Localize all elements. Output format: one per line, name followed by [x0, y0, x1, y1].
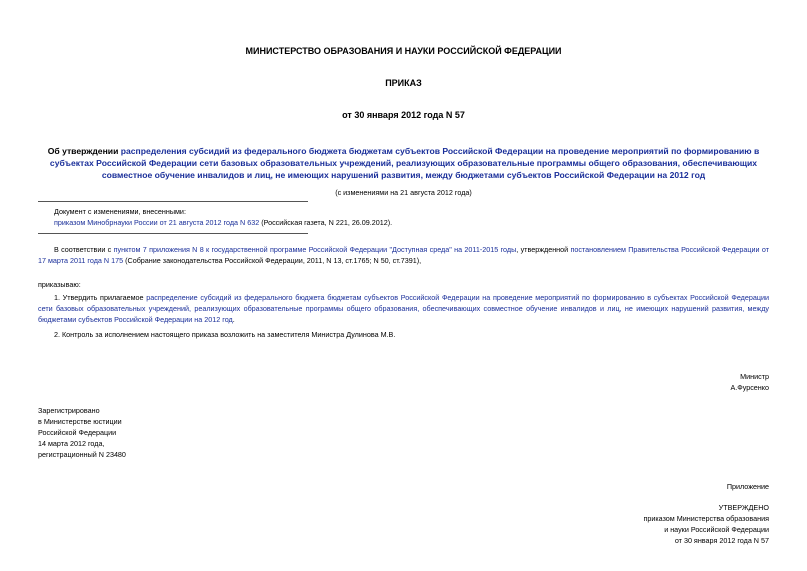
appendix-line-2: и науки Российской Федерации	[664, 525, 769, 534]
item-1-link[interactable]: распределение субсидий из федерального бюджета бюджетам субъектов Российской Федерации на проведение мероприятий по формированию в субъектах Российской Федерации сети базовых образовательных учреждений, реализующих образовательные программы общего образования, обеспечивающих совместное обучение инвалидов и лиц, не имеющих нарушений развития, между бюджетами субъектов Российской Федерации на 2012 год	[38, 293, 769, 324]
document-title	[38, 145, 769, 181]
preamble-text-1: В соответствии с	[54, 245, 114, 254]
preamble-link-2[interactable]: постановлением Правительства Российской Федерации от 17 марта 2011 года N 175	[38, 245, 770, 265]
appendix-approved: УТВЕРЖДЕНО	[718, 503, 769, 512]
appendix-line-1: приказом Министерства образования	[643, 514, 769, 523]
amendments-intro: Документ с изменениями, внесенными:	[54, 207, 186, 216]
doc-date-number: от 30 января 2012 года N 57	[342, 110, 465, 120]
item-2-paragraph: 2. Контроль за исполнением настоящего приказа возложить на заместителя Министра Дулинова М.В.	[54, 330, 396, 339]
appendix-label: Приложение	[726, 482, 769, 491]
registration-line-4: 14 марта 2012 года,	[38, 439, 105, 448]
order-word: приказываю:	[38, 280, 81, 289]
registration-line-3: Российской Федерации	[38, 428, 117, 437]
preamble-text-2: , утвержденной	[516, 245, 571, 254]
divider-bottom	[38, 233, 308, 234]
item-1-paragraph	[38, 292, 769, 325]
amendments-link[interactable]: приказом Минобрнауки России от 21 августа 2012 года N 632	[54, 218, 260, 227]
doc-type-heading: ПРИКАЗ	[385, 78, 422, 88]
title-prefix: Об утверждении	[47, 146, 121, 156]
divider-top	[38, 201, 308, 202]
changes-note: (с изменениями на 21 августа 2012 года)	[335, 188, 472, 197]
amendments-line	[54, 217, 774, 228]
registration-line-2: в Министерстве юстиции	[38, 417, 122, 426]
registration-line-5: регистрационный N 23480	[38, 450, 126, 459]
item-1-end: .	[232, 315, 235, 324]
preamble-text-3: (Собрание законодательства Российской Федерации, 2011, N 13, ст.1765; N 50, ст.7391),	[123, 256, 422, 265]
amendments-rest: (Российская газета, N 221, 26.09.2012).	[259, 218, 393, 227]
item-1-text: 1. Утвердить прилагаемое	[54, 293, 147, 302]
signature-position: Министр	[740, 372, 769, 381]
ministry-heading: МИНИСТЕРСТВО ОБРАЗОВАНИЯ И НАУКИ РОССИЙСКОЙ ФЕДЕРАЦИИ	[245, 46, 562, 56]
signature-name: А.Фурсенко	[730, 383, 769, 392]
preamble-paragraph	[38, 244, 769, 266]
registration-line-1: Зарегистрировано	[38, 406, 100, 415]
appendix-line-3: от 30 января 2012 года N 57	[674, 536, 769, 545]
preamble-link-1[interactable]: пунктом 7 приложения N 8 к государственной программе Российской Федерации "Доступная среда" на 2011-2015 годы	[113, 245, 517, 254]
title-link[interactable]: распределения субсидий из федерального бюджета бюджетам субъектов Российской Федерации на проведение мероприятий по формированию в субъектах Российской Федерации сети базовых образовательных учреждений, реализующих образовательные программы общего образования, обеспечивающих совместное обучение инвалидов и лиц, не имеющих нарушений развития, между бюджетами субъектов Российской Федерации на 2012 год	[49, 146, 760, 180]
